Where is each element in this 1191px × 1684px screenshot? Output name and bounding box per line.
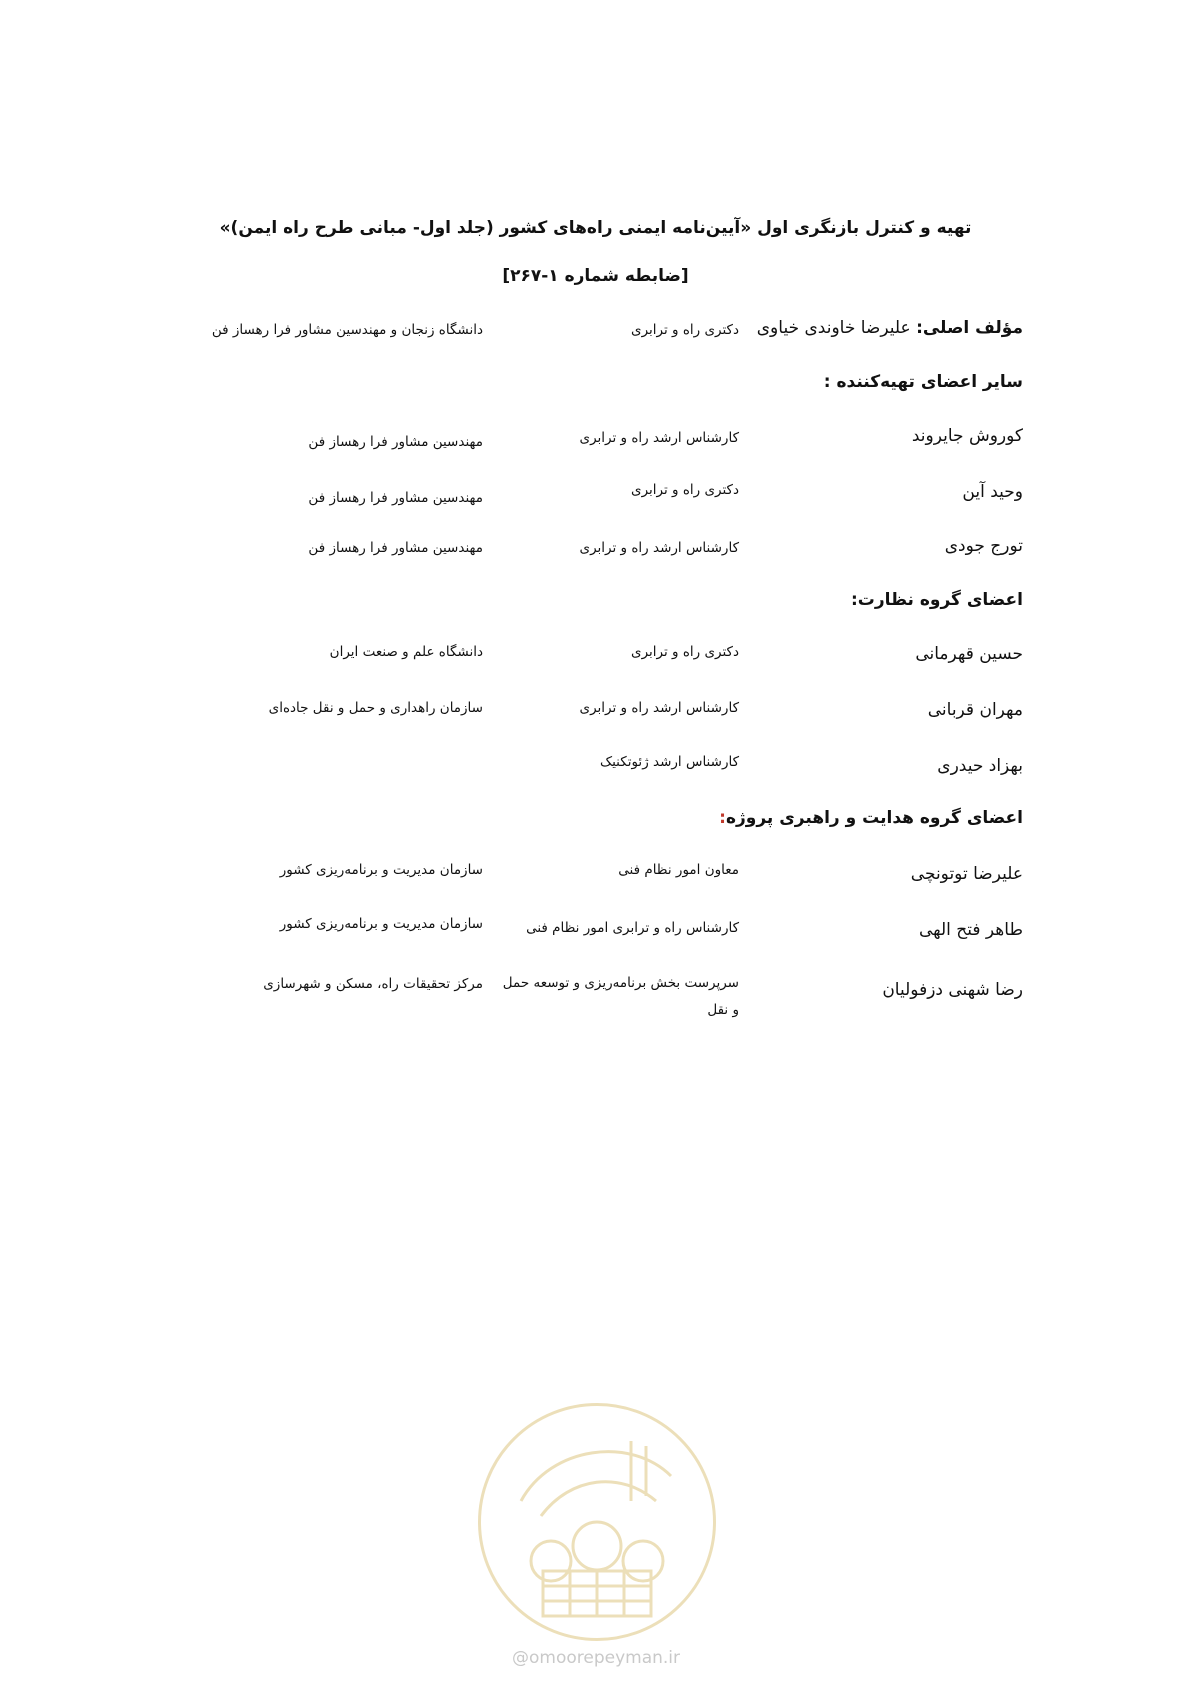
main-author-name-cell: [757, 318, 1023, 338]
member-org: دانشگاه علم و صنعت ایران: [329, 644, 483, 660]
member-org: مهندسین مشاور فرا رهساز فن: [308, 434, 483, 450]
member-name: علیرضا توتونچی: [910, 864, 1023, 884]
section-heading-steering-text: اعضای گروه هدایت و راهبری پروژه: [725, 808, 1023, 828]
main-author-org: دانشگاه زنجان و مهندسین مشاور فرا رهساز فن: [211, 322, 483, 338]
member-row: [0, 536, 1191, 576]
member-degree: سرپرست بخش برنامه‌ریزی و توسعه حمل و نقل: [502, 975, 739, 1018]
member-org: مهندسین مشاور فرا رهساز فن: [308, 490, 483, 506]
member-name: کوروش جایروند: [911, 426, 1023, 446]
member-name: طاهر فتح الهی: [918, 920, 1023, 940]
section-heading-supervision: اعضای گروه نظارت:: [850, 590, 1023, 610]
standard-number: [ضابطه شماره ۱-۲۶۷]: [502, 266, 689, 286]
main-author-row: [0, 318, 1191, 358]
member-row: [0, 482, 1191, 522]
member-degree: دکتری راه و ترابری: [631, 482, 739, 498]
main-author-name: علیرضا خاوندی خیاوی: [756, 318, 911, 338]
member-row: [0, 916, 1191, 960]
document-title: تهیه و کنترل بازنگری اول «آیین‌نامه ایمنی راه‌های کشور (جلد اول- مبانی طرح راه ایمن)»: [219, 218, 972, 238]
member-degree: کارشناس راه و ترابری امور نظام فنی: [526, 920, 739, 936]
watermark-url: @omoorepeyman.ir: [511, 1648, 681, 1668]
member-row: [0, 976, 1191, 1016]
member-degree: کارشناس ارشد راه و ترابری: [579, 540, 739, 556]
member-degree: کارشناس ارشد راه و ترابری: [579, 700, 739, 716]
member-degree: معاون امور نظام فنی: [618, 862, 739, 878]
main-author-degree: دکتری راه و ترابری: [631, 322, 739, 338]
member-row: [0, 864, 1191, 904]
member-row: [0, 644, 1191, 684]
section-heading-steering-colon: :: [719, 808, 726, 828]
member-name: وحید آین: [962, 482, 1023, 502]
omoorepeyman-logo-icon: [478, 1403, 716, 1641]
member-degree: کارشناس ارشد راه و ترابری: [579, 430, 739, 446]
member-org: سازمان مدیریت و برنامه‌ریزی کشور: [279, 862, 483, 878]
member-degree: دکتری راه و ترابری: [631, 644, 739, 660]
section-heading-preparers: سایر اعضای تهیه‌کننده :: [823, 372, 1023, 392]
member-org: مرکز تحقیقات راه، مسکن و شهرسازی: [263, 976, 483, 992]
member-name: بهزاد حیدری: [937, 756, 1023, 776]
member-row: [0, 700, 1191, 740]
member-row: [0, 426, 1191, 466]
member-degree: کارشناس ارشد ژئوتکنیک: [600, 754, 739, 770]
member-name: مهران قربانی: [927, 700, 1023, 720]
member-name: حسین قهرمانی: [915, 644, 1023, 664]
section-heading-steering: [719, 808, 1023, 828]
member-org: سازمان راهداری و حمل و نقل جاده‌ای: [268, 700, 483, 716]
main-author-label: مؤلف اصلی:: [916, 318, 1023, 338]
member-org: مهندسین مشاور فرا رهساز فن: [308, 540, 483, 556]
watermark-logo-graphic: [481, 1406, 713, 1638]
member-name: رضا شهنی دزفولیان: [882, 980, 1023, 1000]
member-name: تورج جودی: [944, 536, 1023, 556]
member-row: [0, 756, 1191, 796]
member-org: سازمان مدیریت و برنامه‌ریزی کشور: [279, 916, 483, 932]
